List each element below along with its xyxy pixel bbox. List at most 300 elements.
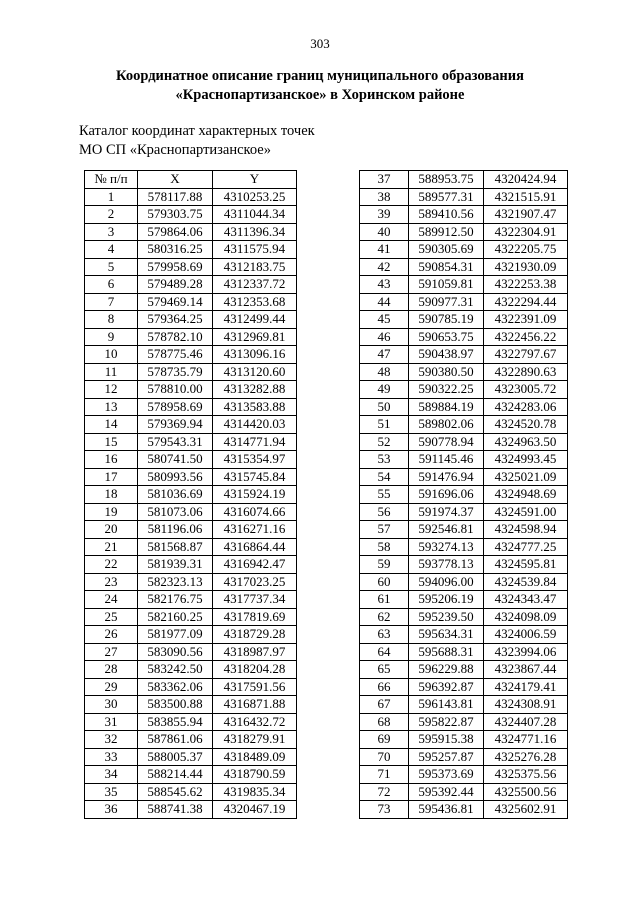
point-number: 54 [360,468,409,486]
y-coordinate: 4323994.06 [484,643,568,661]
x-coordinate: 579864.06 [138,223,213,241]
table-row [85,661,297,679]
point-number: 4 [85,241,138,259]
x-coordinate: 588741.38 [138,801,213,819]
table-row [360,486,568,504]
y-coordinate: 4317023.25 [213,573,297,591]
table-row [360,661,568,679]
y-coordinate: 4322294.44 [484,293,568,311]
point-number: 71 [360,766,409,784]
header-x: X [138,171,213,189]
x-coordinate: 591145.46 [409,451,484,469]
table-row [85,573,297,591]
y-coordinate: 4322456.22 [484,328,568,346]
y-coordinate: 4313120.60 [213,363,297,381]
table-row [360,241,568,259]
point-number: 24 [85,591,138,609]
table-row [85,293,297,311]
y-coordinate: 4325500.56 [484,783,568,801]
table-row [360,538,568,556]
point-number: 26 [85,626,138,644]
table-row [85,608,297,626]
title-line-2: «Краснопартизанское» в Хоринском районе [175,87,465,103]
y-coordinate: 4317819.69 [213,608,297,626]
y-coordinate: 4318790.59 [213,766,297,784]
y-coordinate: 4324098.09 [484,608,568,626]
table-row [85,538,297,556]
y-coordinate: 4316271.16 [213,521,297,539]
y-coordinate: 4311396.34 [213,223,297,241]
x-coordinate: 591476.94 [409,468,484,486]
y-coordinate: 4324591.00 [484,503,568,521]
point-number: 37 [360,171,409,189]
x-coordinate: 589912.50 [409,223,484,241]
y-coordinate: 4322253.38 [484,276,568,294]
x-coordinate: 579303.75 [138,206,213,224]
y-coordinate: 4324993.45 [484,451,568,469]
x-coordinate: 579543.31 [138,433,213,451]
point-number: 13 [85,398,138,416]
coordinates-table-right [359,170,568,819]
x-coordinate: 578810.00 [138,381,213,399]
table-row [85,258,297,276]
x-coordinate: 590305.69 [409,241,484,259]
x-coordinate: 583090.56 [138,643,213,661]
point-number: 18 [85,486,138,504]
y-coordinate: 4313096.16 [213,346,297,364]
y-coordinate: 4318987.97 [213,643,297,661]
point-number: 61 [360,591,409,609]
point-number: 40 [360,223,409,241]
y-coordinate: 4324539.84 [484,573,568,591]
table-row [360,258,568,276]
y-coordinate: 4324948.69 [484,486,568,504]
x-coordinate: 590785.19 [409,311,484,329]
table-row [360,696,568,714]
point-number: 67 [360,696,409,714]
table-row [85,626,297,644]
point-number: 9 [85,328,138,346]
table-row [360,206,568,224]
x-coordinate: 595822.87 [409,713,484,731]
x-coordinate: 590854.31 [409,258,484,276]
point-number: 30 [85,696,138,714]
table-row [360,433,568,451]
table-row [360,678,568,696]
table-row [360,608,568,626]
table-header-row [85,171,297,189]
y-coordinate: 4316871.88 [213,696,297,714]
x-coordinate: 596229.88 [409,661,484,679]
x-coordinate: 583362.06 [138,678,213,696]
point-number: 32 [85,731,138,749]
point-number: 3 [85,223,138,241]
table-row [85,486,297,504]
x-coordinate: 591059.81 [409,276,484,294]
table-row [85,731,297,749]
table-row [360,468,568,486]
x-coordinate: 595915.38 [409,731,484,749]
x-coordinate: 578117.88 [138,188,213,206]
y-coordinate: 4317591.56 [213,678,297,696]
x-coordinate: 581073.06 [138,503,213,521]
x-coordinate: 595239.50 [409,608,484,626]
point-number: 7 [85,293,138,311]
x-coordinate: 595688.31 [409,643,484,661]
y-coordinate: 4324777.25 [484,538,568,556]
point-number: 62 [360,608,409,626]
y-coordinate: 4318489.09 [213,748,297,766]
table-row [85,801,297,819]
y-coordinate: 4324595.81 [484,556,568,574]
x-coordinate: 578782.10 [138,328,213,346]
table-row [85,223,297,241]
point-number: 46 [360,328,409,346]
table-row [85,241,297,259]
point-number: 31 [85,713,138,731]
y-coordinate: 4314771.94 [213,433,297,451]
table-row [85,381,297,399]
table-row [85,346,297,364]
y-coordinate: 4320424.94 [484,171,568,189]
x-coordinate: 578735.79 [138,363,213,381]
point-number: 27 [85,643,138,661]
table-row [360,503,568,521]
x-coordinate: 591974.37 [409,503,484,521]
x-coordinate: 595373.69 [409,766,484,784]
table-row [360,171,568,189]
point-number: 50 [360,398,409,416]
point-number: 44 [360,293,409,311]
x-coordinate: 582176.75 [138,591,213,609]
point-number: 55 [360,486,409,504]
point-number: 25 [85,608,138,626]
point-number: 29 [85,678,138,696]
table-row [360,713,568,731]
y-coordinate: 4324771.16 [484,731,568,749]
point-number: 66 [360,678,409,696]
point-number: 38 [360,188,409,206]
point-number: 63 [360,626,409,644]
x-coordinate: 578958.69 [138,398,213,416]
x-coordinate: 590653.75 [409,328,484,346]
page-number: 303 [310,36,330,51]
x-coordinate: 579364.25 [138,311,213,329]
x-coordinate: 579469.14 [138,293,213,311]
table-row [85,468,297,486]
y-coordinate: 4317737.34 [213,591,297,609]
point-number: 73 [360,801,409,819]
table-row [85,363,297,381]
x-coordinate: 581196.06 [138,521,213,539]
x-coordinate: 582160.25 [138,608,213,626]
point-number: 5 [85,258,138,276]
point-number: 17 [85,468,138,486]
point-number: 2 [85,206,138,224]
table-row [360,223,568,241]
point-number: 39 [360,206,409,224]
table-row [360,801,568,819]
y-coordinate: 4325021.09 [484,468,568,486]
x-coordinate: 594096.00 [409,573,484,591]
header-y: Y [213,171,297,189]
y-coordinate: 4311044.34 [213,206,297,224]
y-coordinate: 4319835.34 [213,783,297,801]
y-coordinate: 4322304.91 [484,223,568,241]
y-coordinate: 4320467.19 [213,801,297,819]
point-number: 6 [85,276,138,294]
coordinates-table-left [84,170,297,819]
table-row [85,206,297,224]
point-number: 41 [360,241,409,259]
y-coordinate: 4310253.25 [213,188,297,206]
y-coordinate: 4322890.63 [484,363,568,381]
table-row [85,416,297,434]
x-coordinate: 590322.25 [409,381,484,399]
y-coordinate: 4316942.47 [213,556,297,574]
x-coordinate: 583242.50 [138,661,213,679]
table-row [360,276,568,294]
y-coordinate: 4325276.28 [484,748,568,766]
point-number: 20 [85,521,138,539]
point-number: 59 [360,556,409,574]
table-row [85,451,297,469]
y-coordinate: 4313583.88 [213,398,297,416]
point-number: 68 [360,713,409,731]
title-line-1: Координатное описание границ муниципального образования [116,68,524,84]
point-number: 60 [360,573,409,591]
x-coordinate: 595392.44 [409,783,484,801]
x-coordinate: 590380.50 [409,363,484,381]
table-row [85,713,297,731]
table-row [360,293,568,311]
table-row [85,556,297,574]
point-number: 28 [85,661,138,679]
table-row [360,556,568,574]
y-coordinate: 4312353.68 [213,293,297,311]
y-coordinate: 4312337.72 [213,276,297,294]
x-coordinate: 596143.81 [409,696,484,714]
x-coordinate: 590778.94 [409,433,484,451]
y-coordinate: 4311575.94 [213,241,297,259]
y-coordinate: 4324308.91 [484,696,568,714]
subtitle-line-2: МО СП «Краснопартизанское» [79,142,271,158]
point-number: 51 [360,416,409,434]
point-number: 43 [360,276,409,294]
x-coordinate: 588005.37 [138,748,213,766]
point-number: 69 [360,731,409,749]
table-row [85,766,297,784]
x-coordinate: 583500.88 [138,696,213,714]
point-number: 52 [360,433,409,451]
x-coordinate: 579489.28 [138,276,213,294]
x-coordinate: 581977.09 [138,626,213,644]
x-coordinate: 581939.31 [138,556,213,574]
point-number: 56 [360,503,409,521]
table-row [85,398,297,416]
x-coordinate: 590438.97 [409,346,484,364]
y-coordinate: 4324343.47 [484,591,568,609]
y-coordinate: 4323867.44 [484,661,568,679]
y-coordinate: 4321930.09 [484,258,568,276]
point-number: 16 [85,451,138,469]
y-coordinate: 4312499.44 [213,311,297,329]
table-row [360,573,568,591]
y-coordinate: 4325375.56 [484,766,568,784]
y-coordinate: 4316432.72 [213,713,297,731]
x-coordinate: 595634.31 [409,626,484,644]
x-coordinate: 593778.13 [409,556,484,574]
x-coordinate: 581036.69 [138,486,213,504]
table-row [360,416,568,434]
point-number: 10 [85,346,138,364]
x-coordinate: 588214.44 [138,766,213,784]
point-number: 19 [85,503,138,521]
y-coordinate: 4312183.75 [213,258,297,276]
point-number: 15 [85,433,138,451]
x-coordinate: 588953.75 [409,171,484,189]
table-row [85,748,297,766]
x-coordinate: 581568.87 [138,538,213,556]
point-number: 34 [85,766,138,784]
x-coordinate: 582323.13 [138,573,213,591]
point-number: 33 [85,748,138,766]
x-coordinate: 589410.56 [409,206,484,224]
header-num: № п/п [85,171,138,189]
point-number: 8 [85,311,138,329]
table-row [360,328,568,346]
y-coordinate: 4324407.28 [484,713,568,731]
point-number: 45 [360,311,409,329]
table-row [85,311,297,329]
x-coordinate: 580993.56 [138,468,213,486]
table-row [85,783,297,801]
y-coordinate: 4324006.59 [484,626,568,644]
point-number: 72 [360,783,409,801]
y-coordinate: 4324283.06 [484,398,568,416]
table-row [360,591,568,609]
y-coordinate: 4318204.28 [213,661,297,679]
x-coordinate: 590977.31 [409,293,484,311]
x-coordinate: 578775.46 [138,346,213,364]
y-coordinate: 4324963.50 [484,433,568,451]
x-coordinate: 595206.19 [409,591,484,609]
point-number: 35 [85,783,138,801]
point-number: 48 [360,363,409,381]
y-coordinate: 4312969.81 [213,328,297,346]
table-row [85,521,297,539]
y-coordinate: 4315924.19 [213,486,297,504]
table-row [360,346,568,364]
y-coordinate: 4325602.91 [484,801,568,819]
x-coordinate: 580741.50 [138,451,213,469]
x-coordinate: 595436.81 [409,801,484,819]
point-number: 12 [85,381,138,399]
table-row [85,678,297,696]
table-row [360,188,568,206]
table-row [360,363,568,381]
point-number: 1 [85,188,138,206]
y-coordinate: 4321907.47 [484,206,568,224]
table-row [360,521,568,539]
point-number: 42 [360,258,409,276]
table-row [85,503,297,521]
table-row [85,643,297,661]
point-number: 49 [360,381,409,399]
y-coordinate: 4324520.78 [484,416,568,434]
table-row [360,451,568,469]
table-row [360,398,568,416]
y-coordinate: 4316864.44 [213,538,297,556]
y-coordinate: 4321515.91 [484,188,568,206]
y-coordinate: 4322391.09 [484,311,568,329]
y-coordinate: 4324598.94 [484,521,568,539]
x-coordinate: 588545.62 [138,783,213,801]
table-row [360,783,568,801]
y-coordinate: 4322797.67 [484,346,568,364]
point-number: 58 [360,538,409,556]
x-coordinate: 580316.25 [138,241,213,259]
x-coordinate: 583855.94 [138,713,213,731]
y-coordinate: 4315745.84 [213,468,297,486]
y-coordinate: 4315354.97 [213,451,297,469]
x-coordinate: 592546.81 [409,521,484,539]
point-number: 70 [360,748,409,766]
point-number: 22 [85,556,138,574]
point-number: 53 [360,451,409,469]
point-number: 11 [85,363,138,381]
catalog-subtitle [79,122,315,160]
y-coordinate: 4313282.88 [213,381,297,399]
point-number: 65 [360,661,409,679]
table-row [360,381,568,399]
y-coordinate: 4322205.75 [484,241,568,259]
table-row [85,591,297,609]
table-row [360,626,568,644]
point-number: 36 [85,801,138,819]
table-row [360,643,568,661]
point-number: 64 [360,643,409,661]
table-row [360,311,568,329]
y-coordinate: 4318279.91 [213,731,297,749]
point-number: 57 [360,521,409,539]
table-row [85,328,297,346]
x-coordinate: 593274.13 [409,538,484,556]
table-row [85,188,297,206]
x-coordinate: 589884.19 [409,398,484,416]
table-row [85,696,297,714]
table-row [360,731,568,749]
x-coordinate: 587861.06 [138,731,213,749]
point-number: 23 [85,573,138,591]
x-coordinate: 579958.69 [138,258,213,276]
x-coordinate: 589802.06 [409,416,484,434]
point-number: 21 [85,538,138,556]
y-coordinate: 4318729.28 [213,626,297,644]
x-coordinate: 589577.31 [409,188,484,206]
table-row [360,748,568,766]
table-row [360,766,568,784]
x-coordinate: 596392.87 [409,678,484,696]
document-title [0,67,640,105]
y-coordinate: 4324179.41 [484,678,568,696]
subtitle-line-1: Каталог координат характерных точек [79,123,315,139]
table-row [85,276,297,294]
x-coordinate: 579369.94 [138,416,213,434]
x-coordinate: 591696.06 [409,486,484,504]
y-coordinate: 4323005.72 [484,381,568,399]
point-number: 47 [360,346,409,364]
